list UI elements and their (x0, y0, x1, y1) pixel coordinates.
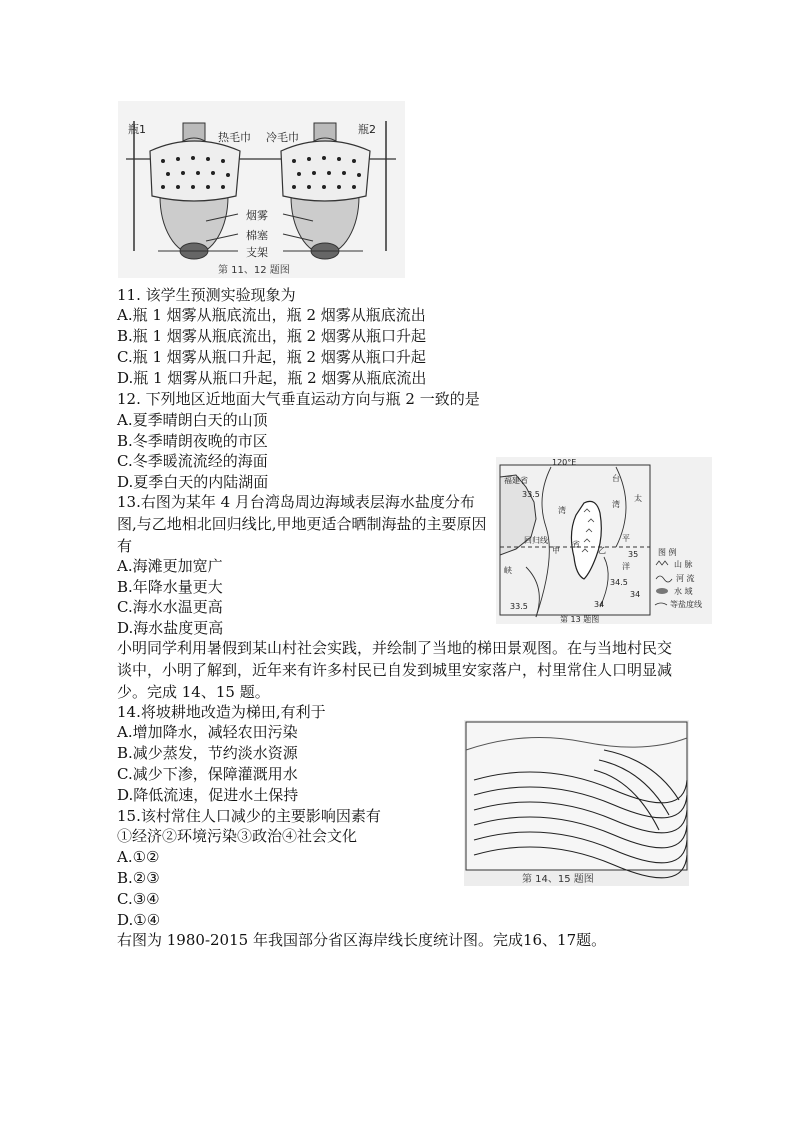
q15-stem: 15.该村常住人口减少的主要影响因素有 (117, 807, 381, 825)
bottle2-label: 瓶2 (358, 123, 376, 136)
q13-stem: 13.右图为某年 4 月台湾岛周边海域表层海水盐度分布图,与乙地相北回归线比,甲地更适合晒制海盐的主要原因有 (117, 493, 487, 555)
q15-option-d: D.①④ (117, 911, 161, 929)
tai2-label: 太 (634, 494, 642, 503)
q14-stem: 14.将坡耕地改造为梯田,有利于 (117, 703, 326, 721)
q13-option-d: D.海水盐度更高 (117, 619, 224, 637)
q14-option-a: A.增加降水，减轻农田污染 (117, 723, 298, 741)
hot-towel-label: 热毛巾 (218, 131, 251, 144)
xia-label: 峡 (504, 566, 512, 575)
q12-option-d: D.夏季白天的内陆湖面 (117, 473, 269, 491)
isoline-label-2: 34 (594, 600, 605, 609)
legend-title: 图 例 (658, 548, 677, 557)
legend-river: 河 流 (676, 574, 695, 583)
bottle1-label: 瓶1 (128, 123, 146, 136)
figure1-caption: 第 11、12 题图 (218, 265, 290, 276)
q12-option-b: B.冬季晴朗夜晚的市区 (117, 432, 268, 450)
cold-towel-label: 冷毛巾 (266, 131, 299, 144)
q11-option-c: C.瓶 1 烟雾从瓶口升起，瓶 2 烟雾从瓶口升起 (117, 348, 426, 366)
legend-isoline: 等盐度线 (670, 600, 702, 609)
intro-16-17: 右图为 1980-2015 年我国部分省区海岸线长度统计图。完成16、17题。 (117, 931, 607, 949)
q15-factors: ①经济②环境污染③政治④社会文化 (117, 827, 358, 845)
jia-label: 甲 (552, 546, 560, 555)
q12-stem: 12. 下列地区近地面大气垂直运动方向与瓶 2 一致的是 (117, 390, 480, 408)
tai-label: 台 (612, 474, 620, 483)
figure-taiwan-salinity-map (496, 457, 712, 624)
q14-option-b: B.减少蒸发，节约淡水资源 (117, 744, 298, 762)
q13-option-c: C.海水水温更高 (117, 598, 223, 616)
q13-option-a: A.海滩更加宽广 (117, 557, 223, 575)
q11-option-a: A.瓶 1 烟雾从瓶底流出，瓶 2 烟雾从瓶底流出 (117, 306, 426, 324)
isoline-label-4: 35 (628, 550, 639, 559)
water-icon (656, 588, 668, 594)
q12-option-a: A.夏季晴朗白天的山顶 (117, 411, 268, 429)
q12-option-c: C.冬季暖流流经的海面 (117, 452, 268, 470)
isoline-label-1: 33.5 (522, 490, 540, 499)
river-icon (656, 576, 672, 582)
cotton-label: 棉塞 (246, 229, 268, 242)
sheng-label: 省 (572, 540, 580, 549)
yang-label: 洋 (622, 562, 630, 571)
fujian-label: 福建省 (504, 476, 528, 485)
figure-terraced-fields (464, 720, 689, 886)
isoline-icon (655, 603, 667, 605)
legend-water: 水 域 (674, 587, 693, 596)
smoke-label: 烟雾 (246, 209, 268, 222)
q13-option-b: B.年降水量更大 (117, 578, 223, 596)
wan-label: 湾 (612, 500, 620, 509)
q14-option-d: D.降低流速，促进水土保持 (117, 786, 299, 804)
longitude-label: 120°E (552, 458, 577, 467)
yi-label: 乙 (598, 546, 606, 555)
ping-label: 平 (622, 534, 630, 543)
legend-mountain: 山 脉 (674, 560, 693, 569)
q15-option-b: B.②③ (117, 869, 160, 887)
q15-option-a: A.①② (117, 848, 160, 866)
figure3-caption: 第 14、15 题图 (522, 874, 594, 885)
isoline-label-3: 34.5 (610, 578, 628, 587)
mountain-icon (656, 561, 668, 565)
huigui-label: 回归线 (524, 536, 548, 545)
q11-stem: 11. 该学生预测实验现象为 (117, 286, 296, 304)
isoline-label-6: 33.5 (510, 602, 528, 611)
wan2-label: 湾 (558, 506, 566, 515)
intro-14-15: 小明同学利用暑假到某山村社会实践，并绘制了当地的梯田景观图。在与当地村民交谈中，小明了解到，近年来有许多村民已自发到城里安家落户，村里常住人口明显减少。完成 14、15 题。 (117, 639, 673, 701)
isoline-label-5: 34 (630, 590, 641, 599)
q11-option-d: D.瓶 1 烟雾从瓶口升起，瓶 2 烟雾从瓶底流出 (117, 369, 427, 387)
figure-bottle-experiment (118, 101, 405, 278)
q11-option-b: B.瓶 1 烟雾从瓶底流出，瓶 2 烟雾从瓶口升起 (117, 327, 426, 345)
stand-label: 支架 (246, 246, 268, 259)
q15-option-c: C.③④ (117, 890, 160, 908)
figure2-caption: 第 13 题图 (560, 615, 600, 624)
q14-option-c: C.减少下渗，保障灌溉用水 (117, 765, 298, 783)
